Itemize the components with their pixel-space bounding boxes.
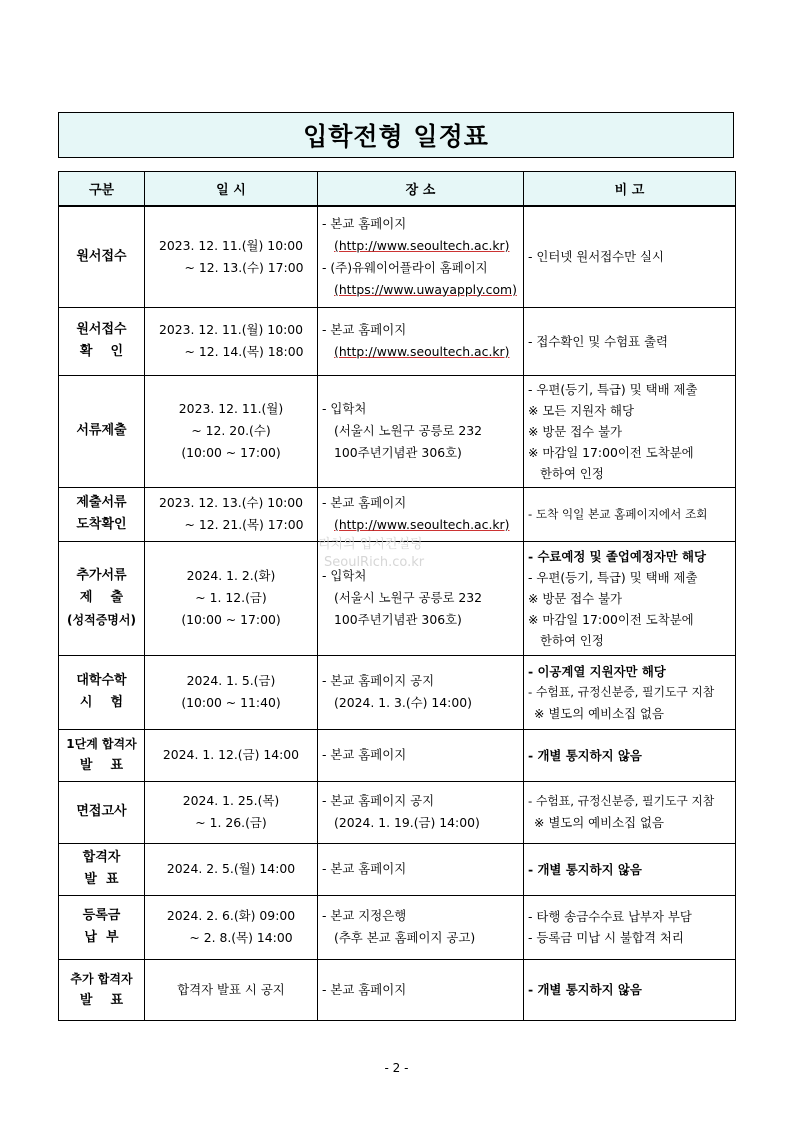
row-category: 원서접수 [59,206,145,307]
row-note: - 접수확인 및 수험표 출력 [524,307,736,375]
seoultech-link[interactable]: (http://www.seoultech.ac.kr) [334,344,510,359]
row-place: - 본교 홈페이지 [318,843,524,895]
table-row [59,781,736,843]
page-title: 입학전형 일정표 [303,122,489,151]
table-header-row [59,172,736,207]
row-note: - 수험표, 규정신분증, 필기도구 지참 ※ 별도의 예비소집 없음 [524,781,736,843]
table-row [59,206,736,307]
table-row [59,541,736,655]
table-row [59,487,736,541]
row-note: - 타행 송금수수료 납부자 부담 - 등록금 미납 시 불합격 처리 [524,895,736,959]
table-row [59,959,736,1020]
row-date: 2024. 1. 5.(금) (10:00 ~ 11:40) [145,655,318,729]
row-category: 서류제출 [59,375,145,487]
row-date: 2024. 2. 5.(월) 14:00 [145,843,318,895]
row-place: - 본교 홈페이지 [318,729,524,781]
uwayapply-link[interactable]: (https://www.uwayapply.com) [334,281,517,297]
row-place: - 본교 홈페이지 [318,959,524,1020]
schedule-table [58,171,736,1021]
header-note: 비 고 [524,172,736,207]
row-category: 합격자 발 표 [59,843,145,895]
row-date: 2023. 12. 13.(수) 10:00 ~ 12. 21.(목) 17:00 [145,487,318,541]
row-note: - 개별 통지하지 않음 [524,959,736,1020]
row-category: 원서접수 확 인 [59,307,145,375]
row-date: 2024. 1. 25.(목) ~ 1. 26.(금) [145,781,318,843]
row-date: 2024. 1. 12.(금) 14:00 [145,729,318,781]
row-date: 2023. 12. 11.(월) 10:00 ~ 12. 13.(수) 17:00 [145,206,318,307]
row-place: - 본교 홈페이지 공지 (2024. 1. 19.(금) 14:00) [318,781,524,843]
seoultech-link[interactable]: (http://www.seoultech.ac.kr) [334,237,510,253]
row-date: 2024. 1. 2.(화) ~ 1. 12.(금) (10:00 ~ 17:00) [145,541,318,655]
row-category: 면접고사 [59,781,145,843]
row-place: - 본교 홈페이지 (http://www.seoultech.ac.kr) - (주)유웨이어플라이 홈페이지 (https://www.uwayapply.com) [318,206,524,307]
row-date: 2024. 2. 6.(화) 09:00 ~ 2. 8.(목) 14:00 [145,895,318,959]
seoultech-link[interactable]: (http://www.seoultech.ac.kr) [334,517,510,532]
row-place: - 입학처 (서울시 노원구 공릉로 232 100주년기념관 306호) [318,375,524,487]
row-note: - 우편(등기, 특급) 및 택배 제출 ※ 모든 지원자 해당 ※ 방문 접수 불가 ※ 마감일 17:00이전 도착분에 한하여 인정 [524,375,736,487]
table-row [59,375,736,487]
watermark: 리치의 입시컨설팅 SeoulRich.co.kr [318,537,425,570]
row-place: - 입학처 (서울시 노원구 공릉로 232 100주년기념관 306호) [318,541,524,655]
table-row [59,307,736,375]
row-date: 2023. 12. 11.(월) ~ 12. 20.(수) (10:00 ~ 17:00) [145,375,318,487]
row-place: - 본교 홈페이지 (http://www.seoultech.ac.kr) [318,487,524,541]
header-place: 장 소 [318,172,524,207]
row-category: 추가 합격자 발 표 [59,959,145,1020]
row-note: - 도착 익일 본교 홈페이지에서 조회 [524,487,736,541]
row-note: - 이공계열 지원자만 해당 - 수험표, 규정신분증, 필기도구 지참 ※ 별도의 예비소집 없음 [524,655,736,729]
table-row [59,895,736,959]
page-number: - 2 - [384,1061,409,1075]
row-category: 제출서류 도착확인 [59,487,145,541]
table-row [59,729,736,781]
row-place: - 본교 홈페이지 공지 (2024. 1. 3.(수) 14:00) [318,655,524,729]
header-date: 일 시 [145,172,318,207]
row-place: - 본교 홈페이지 (http://www.seoultech.ac.kr) [318,307,524,375]
row-category: 추가서류 제 출 (성적증명서) [59,541,145,655]
row-place: - 본교 지정은행 (추후 본교 홈페이지 공고) [318,895,524,959]
row-category: 등록금 납 부 [59,895,145,959]
row-category: 1단계 합격자 발 표 [59,729,145,781]
row-date: 합격자 발표 시 공지 [145,959,318,1020]
table-row [59,843,736,895]
table-row [59,655,736,729]
row-note: - 개별 통지하지 않음 [524,843,736,895]
title-box [58,112,734,158]
row-note: - 수료예정 및 졸업예정자만 해당 - 우편(등기, 특급) 및 택배 제출 ※ 방문 접수 불가 ※ 마감일 17:00이전 도착분에 한하여 인정 [524,541,736,655]
row-note: - 인터넷 원서접수만 실시 [524,206,736,307]
header-category: 구분 [59,172,145,207]
row-date: 2023. 12. 11.(월) 10:00 ~ 12. 14.(목) 18:00 [145,307,318,375]
row-note: - 개별 통지하지 않음 [524,729,736,781]
row-category: 대학수학 시 험 [59,655,145,729]
